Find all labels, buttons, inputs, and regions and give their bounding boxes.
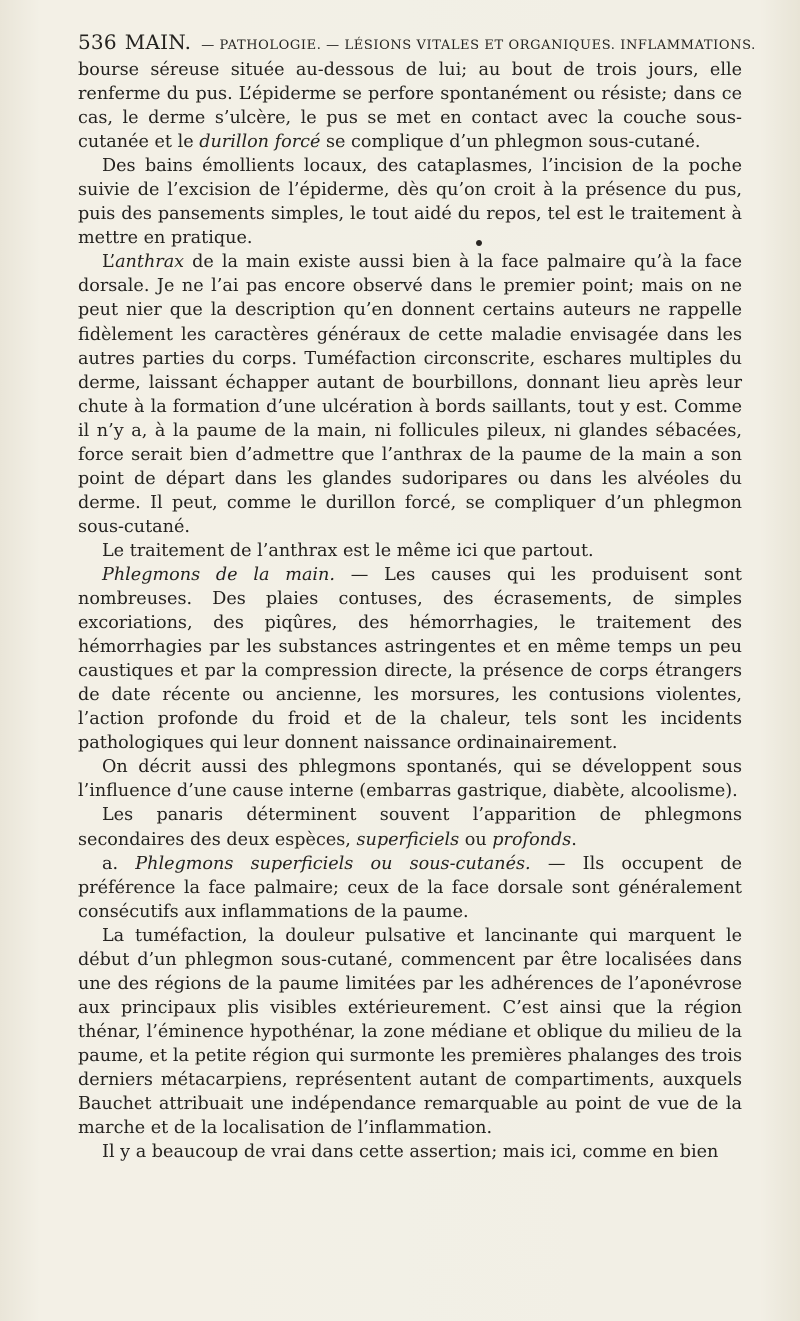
paragraph (78, 803, 742, 851)
text-run: — Ils occupent de préférence la face palmaire; ceux de la face dorsale sont généralement consécutifs aux inflammations de la paume. (78, 853, 742, 922)
text-run: de la main existe aussi bien à la face palmaire qu’à la face dorsale. Je ne l’ai pas encore observé dans le premier point; mais on ne peut nier que la description qu’en donnent certains auteurs ne rappelle fidèlement les caractères généraux de cette maladie envisagée dans les autres parties du corps. Tuméfaction circonscrite, eschares multiples du derme, laissant échapper autant de bourbillons, donnant lieu après leur chute à la formation d’une ulcération à bords saillants, tout y est. Comme il n’y a, à la paume de la main, ni follicules pileux, ni glandes sébacées, force serait bien d’admettre que l’anthrax de la paume de la main a son point de départ dans les glandes sudoripares ou dans les alvéoles du derme. Il peut, comme le durillon forcé, se compliquer d’un phlegmon sous-cutané. (78, 252, 742, 537)
paragraph (78, 58, 742, 154)
paragraph (78, 852, 742, 924)
italic-text: Phlegmons de la main. (102, 564, 335, 585)
paragraph (78, 250, 742, 539)
section-name: MAIN. (124, 30, 192, 54)
text-run: a. (102, 853, 136, 874)
italic-text: durillon forcé (199, 132, 321, 153)
text-run: Les panaris déterminent souvent l’apparition de phlegmons secondaires des deux espèces, (78, 805, 742, 850)
text-run: On décrit aussi des phlegmons spontanés, qui se développent sous l’influence d’une cause interne (embarras gastrique, diabète, alcoolisme). (78, 757, 742, 802)
text-run: Il y a beaucoup de vrai dans cette assertion; mais ici, comme en bien (102, 1142, 719, 1163)
paragraph (78, 924, 742, 1140)
text-run: Le traitement de l’anthrax est le même ici que partout. (102, 540, 594, 561)
paragraph (78, 563, 742, 755)
text-run: La tuméfaction, la douleur pulsative et lancinante qui marquent le début d’un phlegmon sous-cutané, commencent par être localisées dans une des régions de la paume limitées par les adhérences de l’aponévrose aux principaux plis visibles extérieurement. C’est ainsi que la région thénar, l’éminence hypothénar, la zone médiane et oblique du milieu de la paume, et la petite région qui surmonte les premières phalanges des trois derniers métacarpiens, représentent autant de compartiments, auxquels Bauchet attribuait une indépendance remarquable au point de vue de la marche et de la localisation de l’inflammation. (78, 925, 742, 1139)
paragraph (78, 539, 742, 563)
page-number: 536 (78, 30, 117, 54)
italic-text: superficiels (356, 829, 460, 850)
italic-text: anthrax (115, 252, 185, 273)
page-body-text (78, 58, 742, 1164)
text-run: bourse séreuse située au-dessous de lui; au bout de trois jours, elle renferme du pus. L’épiderme se perfore spontanément ou résiste; dans ce cas, le derme s’ulcère, le pus se met en contact avec la couche sous-cutanée et le (78, 60, 742, 153)
italic-text: profonds (492, 829, 572, 850)
running-header (78, 30, 756, 54)
italic-text: Phlegmons superficiels ou sous-cutanés. (135, 853, 531, 874)
text-run: . (571, 829, 577, 850)
paragraph (78, 755, 742, 803)
text-run: Des bains émollients locaux, des cataplasmes, l’incision de la poche suivie de l’excision de l’épiderme, dès qu’on croit à la présence du pus, puis des pansements simples, le tout aidé du repos, tel est le traitement à mettre en pratique. (78, 156, 742, 249)
paragraph (78, 154, 742, 250)
running-title: — PATHOLOGIE. — LÉSIONS VITALES ET ORGANIQUES. INFLAMMATIONS. (201, 38, 756, 53)
ink-speck (476, 240, 482, 246)
text-run: ou (459, 829, 493, 850)
text-run: L’ (102, 252, 116, 273)
text-run: — Les causes qui les produisent sont nombreuses. Des plaies contuses, des écrasements, de simples excoriations, des piqûres, des hémorrhagies, le traitement des hémorrhagies par les substances astringentes et en même temps un peu caustiques et par la compression directe, la présence de corps étrangers de date récente ou ancienne, les morsures, les contusions violentes, l’action profonde du froid et de la chaleur, tels sont les incidents pathologiques qui leur donnent naissance ordinainairement. (78, 564, 742, 754)
text-run: se complique d’un phlegmon sous-cutané. (320, 132, 701, 153)
paragraph (78, 1140, 742, 1164)
